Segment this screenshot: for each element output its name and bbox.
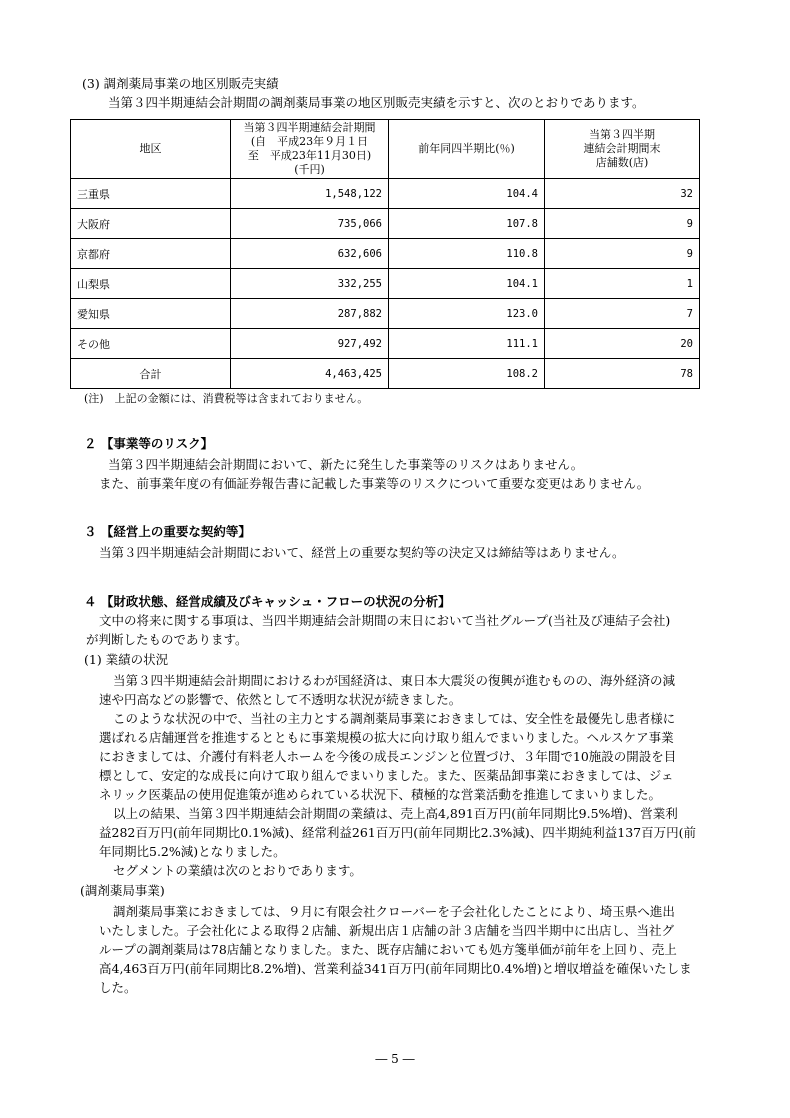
segment-p5-line1: 調剤薬局事業におきましては、９月に有限会社クローバーを子会社化したことにより、埼玉県へ進出 — [113, 904, 675, 919]
table-row — [71, 329, 700, 359]
sales-cell: 927,492 — [231, 329, 389, 359]
yoy-cell: 107.8 — [389, 209, 545, 239]
section4-heading: ４ 【財政状態、経営成績及びキャッシュ・フローの状況の分析】 — [84, 594, 451, 609]
sales-cell: 632,606 — [231, 239, 389, 269]
header-yoy: 前年同四半期比(％) — [389, 120, 545, 179]
stores-cell: 1 — [545, 269, 700, 299]
header-stores-line3: 店舗数(店) — [595, 156, 649, 169]
header-stores-line2: 連結会計期間末 — [583, 142, 661, 155]
region-cell: その他 — [71, 329, 231, 359]
results-p1-line2: 速や円高などの影響で、依然として不透明な状況が続きました。 — [99, 692, 462, 707]
sub-section-heading: (3) 調剤薬局事業の地区別販売実績 — [82, 76, 279, 91]
results-p2-line3: におきましては、介護付有料老人ホームを今後の成長エンジンと位置づけ、３年間で10施設の開設を目 — [99, 749, 677, 764]
section3-line1: 当第３四半期連結会計期間において、経営上の重要な契約等の決定又は締結等はありません。 — [99, 545, 625, 560]
stores-cell: 9 — [545, 209, 700, 239]
header-period-line1: 当第３四半期連結会計期間 — [243, 121, 376, 134]
stores-cell: 32 — [545, 179, 700, 209]
region-cell: 大阪府 — [71, 209, 231, 239]
total-stores-cell: 78 — [545, 359, 700, 389]
section4-intro-line1: 文中の将来に関する事項は、当四半期連結会計期間の末日において当社グループ(当社及び連結子会社) — [99, 613, 671, 628]
yoy-cell: 123.0 — [389, 299, 545, 329]
results-p2-line2: 選ばれる店舗運営を推進するとともに事業規模の拡大に向け取り組んでまいりました。ヘルスケア事業 — [99, 730, 674, 745]
sales-cell: 332,255 — [231, 269, 389, 299]
table-header-row — [71, 120, 700, 179]
table-row — [71, 299, 700, 329]
segment-heading: (調剤薬局事業) — [80, 883, 165, 898]
segment-p5-line3: ループの調剤薬局は78店舗となりました。また、既存店舗においても処方箋単価が前年を上回り、売上 — [99, 942, 677, 957]
section2-line1: 当第３四半期連結会計期間において、新たに発生した事業等のリスクはありません。 — [108, 457, 584, 472]
yoy-cell: 104.4 — [389, 179, 545, 209]
page-number: ― 5 ― — [375, 1052, 415, 1066]
header-stores — [545, 120, 700, 179]
region-cell: 三重県 — [71, 179, 231, 209]
header-stores-line1: 当第３四半期 — [589, 128, 655, 141]
segment-p5-line5: した。 — [99, 980, 137, 995]
subsection-results-heading: (1) 業績の状況 — [84, 652, 169, 667]
stores-cell: 7 — [545, 299, 700, 329]
yoy-cell: 104.1 — [389, 269, 545, 299]
header-period-line4: (千円) — [294, 163, 325, 176]
table-total-row — [71, 359, 700, 389]
yoy-cell: 111.1 — [389, 329, 545, 359]
section3-heading: ３ 【経営上の重要な契約等】 — [84, 524, 251, 539]
region-cell: 山梨県 — [71, 269, 231, 299]
stores-cell: 9 — [545, 239, 700, 269]
table-row — [71, 269, 700, 299]
header-period-line3: 至 平成23年11月30日) — [247, 149, 372, 162]
results-p4-line1: セグメントの業績は次のとおりであります。 — [113, 863, 362, 878]
yoy-cell: 110.8 — [389, 239, 545, 269]
results-p2-line5: ネリック医薬品の使用促進策が進められている状況下、積極的な営業活動を推進してまいりました。 — [99, 787, 662, 802]
results-p3-line1: 以上の結果、当第３四半期連結会計期間の業績は、売上高4,891百万円(前年同期比9.5%増)、営業利 — [113, 806, 678, 821]
table-row — [71, 179, 700, 209]
region-cell: 愛知県 — [71, 299, 231, 329]
stores-cell: 20 — [545, 329, 700, 359]
section4-intro-line2: が判断したものであります。 — [86, 632, 248, 647]
segment-p5-line4: 高4,463百万円(前年同期比8.2%増)、営業利益341百万円(前年同期比0.4%増)と増収増益を確保いたしま — [99, 961, 692, 976]
total-sales-cell: 4,463,425 — [231, 359, 389, 389]
header-region: 地区 — [71, 120, 231, 179]
sales-cell: 1,548,122 — [231, 179, 389, 209]
sales-cell: 287,882 — [231, 299, 389, 329]
regional-sales-table — [70, 119, 700, 389]
table-row — [71, 209, 700, 239]
results-p3-line3: 年同期比5.2%減)となりました。 — [99, 844, 286, 859]
results-p1-line1: 当第３四半期連結会計期間におけるわが国経済は、東日本大震災の復興が進むものの、海外経済の減 — [113, 673, 676, 688]
region-cell: 京都府 — [71, 239, 231, 269]
results-p2-line4: 標として、安定的な成長に向けて取り組んでまいりました。また、医薬品卸事業におきましては、ジェ — [99, 768, 674, 783]
results-p2-line1: このような状況の中で、当社の主力とする調剤薬局事業におきましては、安全性を最優先し患者様に — [113, 711, 676, 726]
sub-section-intro: 当第３四半期連結会計期間の調剤薬局事業の地区別販売実績を示すと、次のとおりであります。 — [108, 95, 645, 110]
header-period-line2: (自 平成23年９月１日 — [250, 135, 369, 148]
total-label-cell: 合計 — [71, 359, 231, 389]
header-period — [231, 120, 389, 179]
sales-cell: 735,066 — [231, 209, 389, 239]
total-yoy-cell: 108.2 — [389, 359, 545, 389]
table-row — [71, 239, 700, 269]
section2-heading: ２ 【事業等のリスク】 — [84, 436, 214, 451]
table-note: (注) 上記の金額には、消費税等は含まれておりません。 — [84, 392, 369, 405]
segment-p5-line2: いたしました。子会社化による取得２店舗、新規出店１店舗の計３店舗を当四半期中に出店し、当社グ — [99, 923, 675, 938]
section2-line2: また、前事業年度の有価証券報告書に記載した事業等のリスクについて重要な変更はありません。 — [99, 476, 650, 491]
results-p3-line2: 益282百万円(前年同期比0.1%減)、経常利益261百万円(前年同期比2.3%減)、四半期純利益137百万円(前 — [99, 825, 696, 840]
